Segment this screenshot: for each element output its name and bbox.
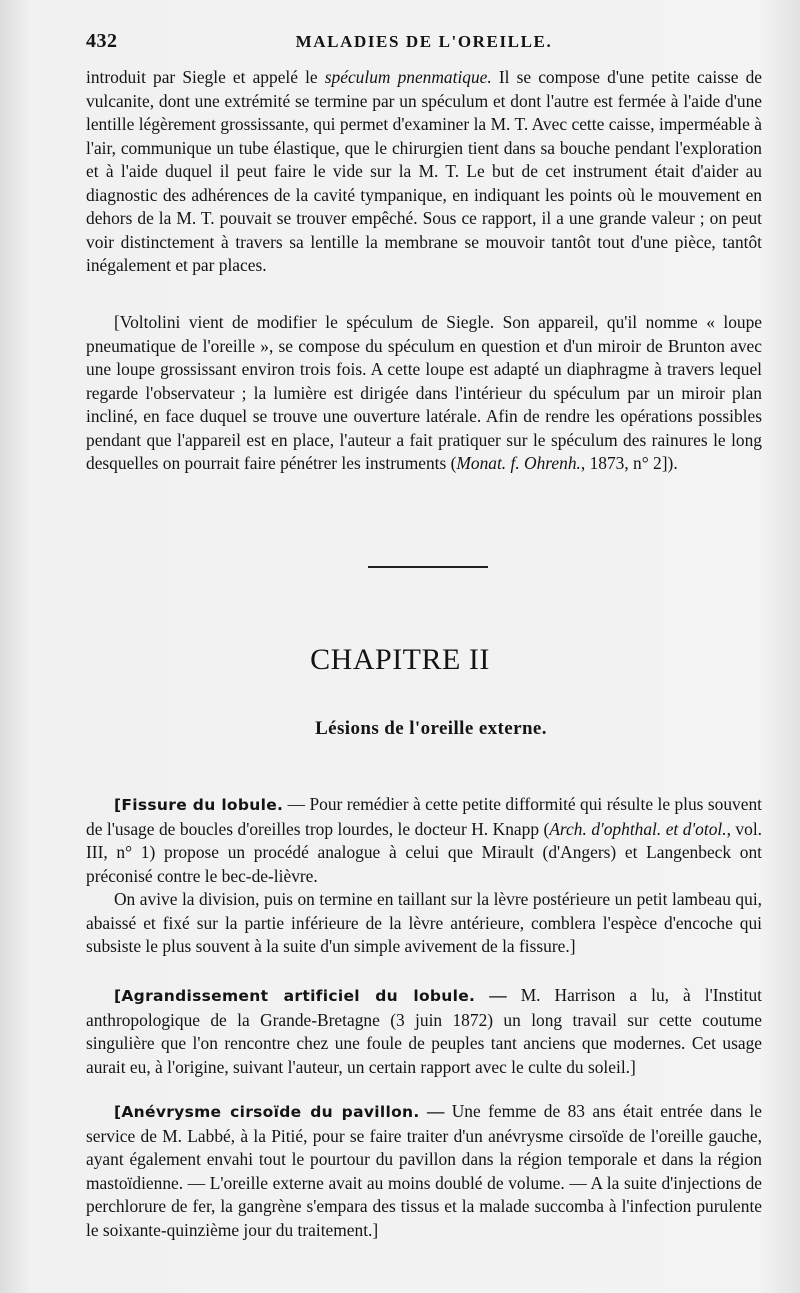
paragraph-voltolini [86,311,762,476]
paragraph-text: On avive la division, puis on termine en taillant sur la lèvre postérieure un petit lambeau qui, abaissé et fixé sur la partie inférieure de la lèvre antérieure, comblera l'espèce d'encoche qui subsiste le plus souvent à la suite d'un simple avivement de la fissure.] [86,889,762,956]
chapter-subtitle: Lésions de l'oreille externe. [315,718,547,739]
page-number: 432 [86,30,118,52]
italic-term: spéculum pnenmatique. [324,67,492,87]
paragraph-text: [Anévrysme cirsoïde du pavillon. — Une femme de 83 ans était entrée dans le service de M. Labbé, à la Pitié, pour se faire traiter d'un anévrysme cirsoïde de l'oreille gauche, ayant également envahi tout le pourtour du pavillon dans la région temporale et dans la région mastoïdienne. — L'oreille externe avait au moins doublé de volume. — A la suite d'injections de perchlorure de fer, la gangrène s'empara des tissus et la malade succomba à l'infection purulente le soixante-quinzième jour du traitement.] [86,1101,762,1240]
chapter-heading: CHAPITRE II [310,643,490,676]
paragraph-speculum-siegle [86,66,762,278]
page-header [86,30,762,60]
citation-journal: Monat. f. Ohrenh. [456,453,581,473]
section-divider [368,566,488,568]
section-fissure-du-lobule [86,793,762,959]
section-agrandissement-lobule [86,984,762,1079]
section-heading: [Agrandissement artificiel du lobule. [114,987,476,1005]
section-heading: [Fissure du lobule. [114,796,284,814]
section-anevrysme-cirsoide [86,1100,762,1242]
paragraph-text: [Fissure du lobule. — Pour remédier à cette petite difformité qui résulte le plus souvent de l'usage de boucles d'oreilles trop lourdes, le docteur H. Knapp (Arch. d'ophthal. et d'otol., vol. III, n° 1) propose un procédé analogue à celui que Mirault (d'Angers) et Langenbeck ont préconisé contre le bec-de-lièvre. [86,794,762,886]
paragraph-text: [Voltolini vient de modifier le spéculum de Siegle. Son appareil, qu'il nomme « loupe pneumatique de l'oreille », se compose du spéculum en question et d'un miroir de Brunton avec une loupe grossissant environ trois fois. A cette loupe est adapté un diaphragme à travers lequel regarde l'observateur ; la lumière est dirigée dans l'intérieur du spéculum par un miroir plan incliné, en face duquel se trouve une ouverture latérale. Afin de rendre les opérations possibles pendant que l'appareil est en place, l'auteur a fait pratiquer sur le spéculum des rainures le long desquelles on pourrait faire pénétrer les instruments (Monat. f. Ohrenh., 1873, n° 2]). [86,312,762,473]
running-title: MALADIES DE L'OREILLE. [295,32,553,51]
paragraph-text: [Agrandissement artificiel du lobule. — M. Harrison a lu, à l'Institut anthropologique de la Grande-Bretagne (3 juin 1872) un long travail sur cette coutume singulière que l'on rencontre chez une foule de peuples tant anciens que modernes. Cet usage aurait eu, à l'origine, suivant l'auteur, un certain rapport avec le culte du soleil.] [86,985,762,1077]
section-heading: [Anévrysme cirsoïde du pavillon. [114,1103,420,1121]
citation-journal: Arch. d'ophthal. et d'otol. [549,818,727,839]
paragraph-text: introduit par Siegle et appelé le spéculum pnenmatique. Il se compose d'une petite caisse de vulcanite, dont une extrémité se termine par un spéculum et dont l'autre est fermée à l'aide d'une lentille légèrement grossissante, qui permet d'examiner la M. T. Avec cette caisse, imperméable à l'air, communique un tube élastique, que le chirurgien tient dans sa bouche pendant l'exploration et à l'aide duquel il peut faire le vide sur la M. T. Le but de cet instrument était d'aider au diagnostic des adhérences de la cavité tympanique, en indiquant les points où le mouvement en dehors de la M. T. pouvait se trouver empêché. Sous ce rapport, il a une grande valeur ; on peut voir distinctement à travers sa lentille la membrane se mouvoir tantôt tout d'une pièce, tantôt inégalement et par places. [86,67,762,275]
